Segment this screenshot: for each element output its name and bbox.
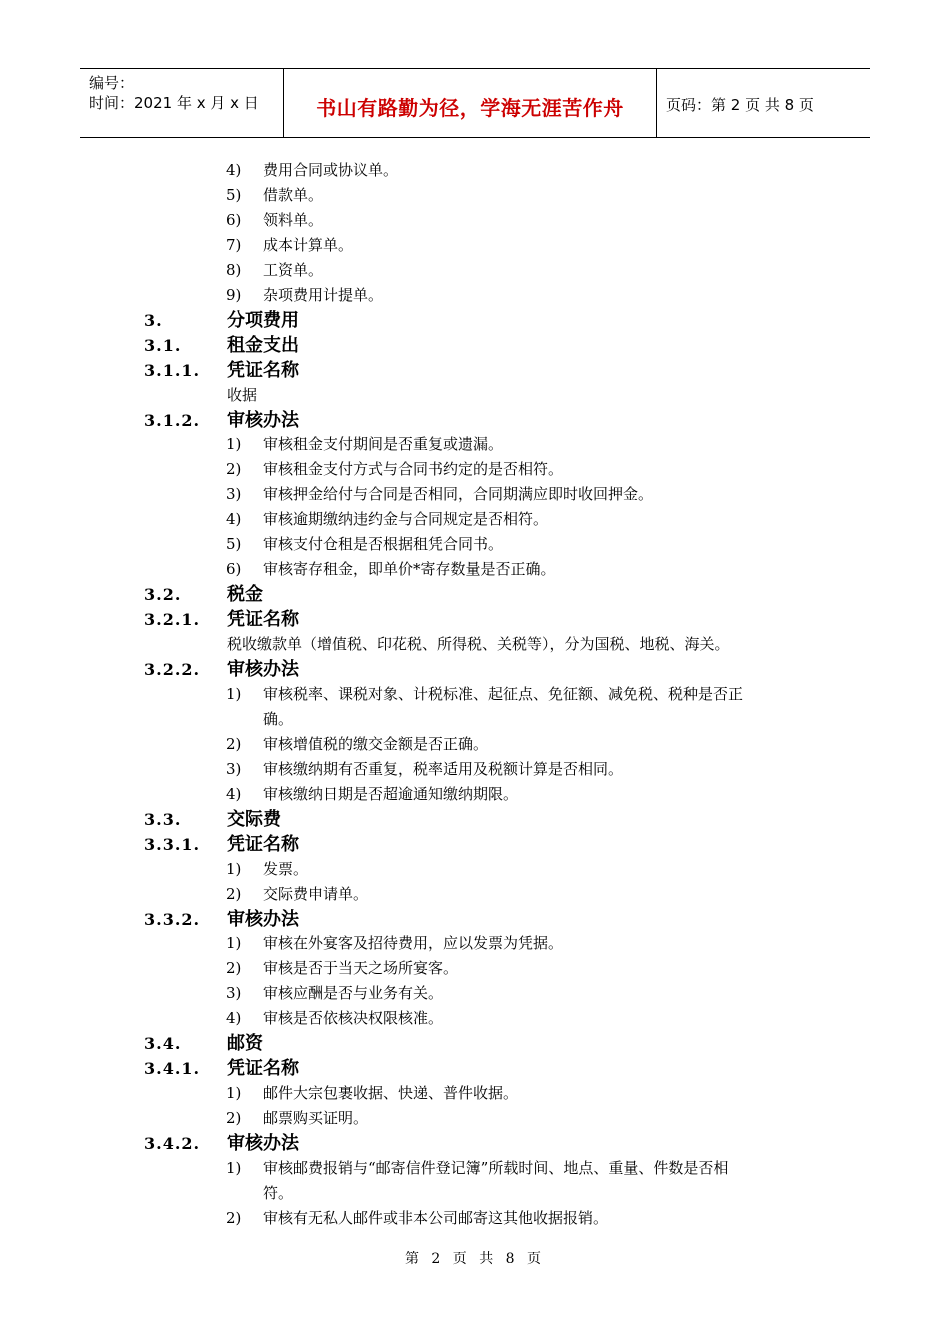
section-number: 3.4. — [144, 1034, 182, 1053]
section-title: 税金 — [227, 584, 263, 605]
section-number: 3. — [144, 311, 163, 330]
list-item-number: 4) — [226, 1009, 242, 1027]
list-item-number: 7) — [226, 236, 242, 254]
list-item-text: 审核逾期缴纳违约金与合同规定是否相符。 — [263, 510, 549, 528]
section-title: 邮资 — [227, 1033, 263, 1054]
list-item-number: 3) — [226, 760, 242, 778]
list-item-number: 2) — [226, 1209, 242, 1227]
list-item-text: 工资单。 — [263, 261, 324, 279]
list-item-number: 3) — [226, 984, 242, 1002]
list-item-number: 4) — [226, 161, 242, 179]
section-number: 3.3.1. — [144, 835, 201, 854]
section-number: 3.4.2. — [144, 1134, 201, 1153]
header-page-cell — [657, 69, 870, 137]
list-item-number: 6) — [226, 560, 242, 578]
section-number: 3.4.1. — [144, 1059, 201, 1078]
list-item-text: 审核在外宴客及招待费用，应以发票为凭据。 — [263, 934, 564, 952]
paragraph-text: 收据 — [227, 386, 258, 404]
list-item-number: 2) — [226, 735, 242, 753]
section-title: 凭证名称 — [227, 834, 299, 855]
list-item-text: 审核税率、课税对象、计税标准、起征点、免征额、减免税、税种是否正 — [263, 685, 744, 703]
list-item-text: 借款单。 — [263, 186, 324, 204]
section-title: 凭证名称 — [227, 609, 299, 630]
list-item-number: 2) — [226, 1109, 242, 1127]
list-item-text: 审核是否于当天之场所宴客。 — [263, 959, 459, 977]
list-item-text: 符。 — [263, 1184, 294, 1202]
list-item-number: 9) — [226, 286, 242, 304]
page-header — [80, 68, 870, 138]
section-number: 3.1.1. — [144, 361, 201, 380]
list-item-number: 2) — [226, 959, 242, 977]
list-item-text: 审核应酬是否与业务有关。 — [263, 984, 444, 1002]
list-item-text: 审核支付仓租是否根据租凭合同书。 — [263, 535, 504, 553]
list-item-text: 审核是否依核决权限核准。 — [263, 1009, 444, 1027]
list-item-number: 1) — [226, 860, 242, 878]
section-number: 3.3.2. — [144, 910, 201, 929]
list-item-number: 2) — [226, 460, 242, 478]
section-number: 3.3. — [144, 810, 182, 829]
section-title: 交际费 — [227, 809, 281, 830]
header-time-label: 时间：2021 年 x 月 x 日 — [89, 94, 259, 112]
list-item-text: 审核增值税的缴交金额是否正确。 — [263, 735, 489, 753]
paragraph-text: 税收缴款单（增值税、印花税、所得税、关税等），分为国税、地税、海关。 — [227, 635, 730, 653]
list-item-number: 2) — [226, 885, 242, 903]
list-item-number: 4) — [226, 785, 242, 803]
header-meta-cell — [80, 69, 283, 137]
header-page-info: 页码：第 2 页 共 8 页 — [666, 96, 814, 114]
section-title: 凭证名称 — [227, 1058, 299, 1079]
section-number: 3.2.2. — [144, 660, 201, 679]
section-title: 审核办法 — [227, 1133, 299, 1154]
list-item-text: 成本计算单。 — [263, 236, 354, 254]
list-item-text: 审核有无私人邮件或非本公司邮寄这其他收据报销。 — [263, 1209, 609, 1227]
list-item-number: 8) — [226, 261, 242, 279]
list-item-text: 邮票购买证明。 — [263, 1109, 369, 1127]
list-item-number: 1) — [226, 934, 242, 952]
list-item-text: 审核缴纳日期是否超逾通知缴纳期限。 — [263, 785, 519, 803]
list-item-text: 审核租金支付方式与合同书约定的是否相符。 — [263, 460, 564, 478]
list-item-text: 审核租金支付期间是否重复或遗漏。 — [263, 435, 504, 453]
list-item-text: 费用合同或协议单。 — [263, 161, 399, 179]
list-item-number: 1) — [226, 1159, 242, 1177]
list-item-number: 4) — [226, 510, 242, 528]
list-item-text: 审核邮费报销与“邮寄信件登记簿”所载时间、地点、重量、件数是否相 — [263, 1159, 729, 1177]
list-item-text: 交际费申请单。 — [263, 885, 369, 903]
list-item-number: 1) — [226, 1084, 242, 1102]
section-number: 3.1. — [144, 336, 182, 355]
list-item-text: 审核寄存租金，即单价*寄存数量是否正确。 — [263, 560, 556, 578]
list-item-text: 确。 — [263, 710, 294, 728]
section-number: 3.2.1. — [144, 610, 201, 629]
list-item-number: 1) — [226, 435, 242, 453]
section-number: 3.1.2. — [144, 411, 201, 430]
list-item-text: 审核缴纳期有否重复，税率适用及税额计算是否相同。 — [263, 760, 624, 778]
section-title: 审核办法 — [227, 410, 299, 431]
header-motto-cell — [283, 69, 657, 137]
header-number-label: 编号： — [89, 74, 135, 92]
section-title: 审核办法 — [227, 659, 299, 680]
section-title: 审核办法 — [227, 909, 299, 930]
section-title: 凭证名称 — [227, 360, 299, 381]
section-number: 3.2. — [144, 585, 182, 604]
list-item-text: 邮件大宗包裹收据、快递、普件收据。 — [263, 1084, 519, 1102]
section-title: 租金支出 — [227, 335, 299, 356]
list-item-text: 审核押金给付与合同是否相同，合同期满应即时收回押金。 — [263, 485, 654, 503]
list-item-text: 杂项费用计提单。 — [263, 286, 384, 304]
list-item-number: 6) — [226, 211, 242, 229]
list-item-text: 领料单。 — [263, 211, 324, 229]
list-item-number: 5) — [226, 535, 242, 553]
header-motto: 书山有路勤为径，学海无涯苦作舟 — [316, 96, 624, 120]
list-item-text: 发票。 — [263, 860, 309, 878]
section-title: 分项费用 — [227, 310, 299, 331]
list-item-number: 3) — [226, 485, 242, 503]
page-footer: 第 2 页 共 8 页 — [404, 1251, 546, 1267]
list-item-number: 5) — [226, 186, 242, 204]
list-item-number: 1) — [226, 685, 242, 703]
